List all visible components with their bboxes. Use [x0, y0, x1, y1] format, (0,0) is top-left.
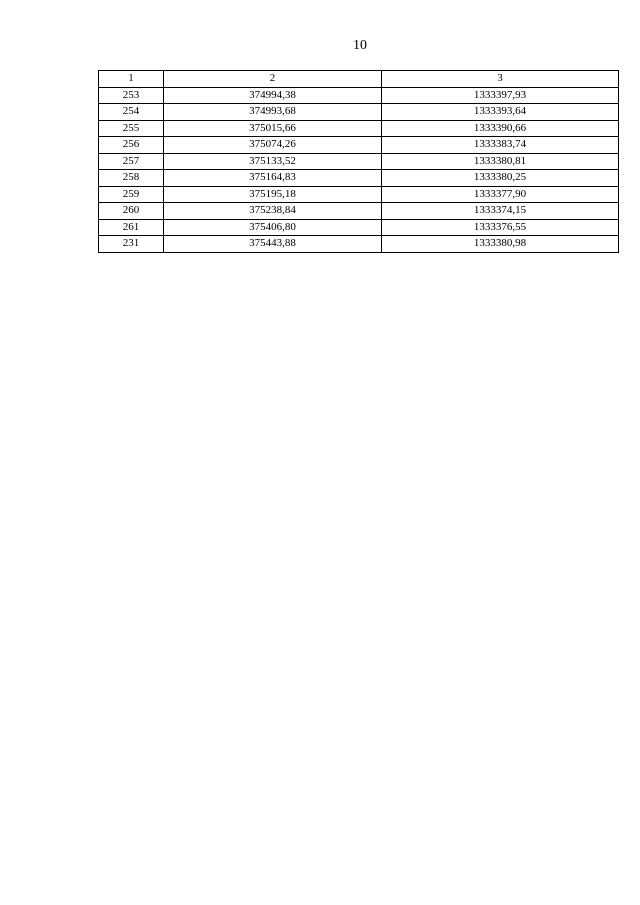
table-row	[99, 186, 619, 203]
point-number-cell: 258	[99, 170, 164, 187]
x-coordinate-cell: 375406,80	[164, 219, 382, 236]
point-number-cell: 259	[99, 186, 164, 203]
table-row	[99, 87, 619, 104]
y-coordinate-cell: 1333380,25	[382, 170, 619, 187]
x-coordinate-cell: 375133,52	[164, 153, 382, 170]
x-coordinate-cell: 375195,18	[164, 186, 382, 203]
table-row	[99, 137, 619, 154]
y-coordinate-cell: 1333393,64	[382, 104, 619, 121]
table-row	[99, 120, 619, 137]
point-number-cell: 256	[99, 137, 164, 154]
table-row	[99, 153, 619, 170]
y-coordinate-cell: 1333383,74	[382, 137, 619, 154]
table-row	[99, 236, 619, 253]
y-coordinate-cell: 1333380,81	[382, 153, 619, 170]
column-header-1: 1	[99, 71, 164, 88]
table-row	[99, 170, 619, 187]
point-number-cell: 231	[99, 236, 164, 253]
x-coordinate-cell: 375074,26	[164, 137, 382, 154]
table-row	[99, 219, 619, 236]
x-coordinate-cell: 374993,68	[164, 104, 382, 121]
y-coordinate-cell: 1333380,98	[382, 236, 619, 253]
y-coordinate-cell: 1333397,93	[382, 87, 619, 104]
x-coordinate-cell: 375015,66	[164, 120, 382, 137]
column-header-3: 3	[382, 71, 619, 88]
table-row	[99, 104, 619, 121]
x-coordinate-cell: 375164,83	[164, 170, 382, 187]
y-coordinate-cell: 1333376,55	[382, 219, 619, 236]
y-coordinate-cell: 1333377,90	[382, 186, 619, 203]
column-header-2: 2	[164, 71, 382, 88]
y-coordinate-cell: 1333374,15	[382, 203, 619, 220]
page-number: 10	[353, 38, 367, 53]
point-number-cell: 254	[99, 104, 164, 121]
coordinates-table	[98, 70, 619, 253]
x-coordinate-cell: 375443,88	[164, 236, 382, 253]
y-coordinate-cell: 1333390,66	[382, 120, 619, 137]
table-header-row	[99, 71, 619, 88]
point-number-cell: 261	[99, 219, 164, 236]
point-number-cell: 260	[99, 203, 164, 220]
x-coordinate-cell: 375238,84	[164, 203, 382, 220]
point-number-cell: 253	[99, 87, 164, 104]
table-row	[99, 203, 619, 220]
point-number-cell: 257	[99, 153, 164, 170]
x-coordinate-cell: 374994,38	[164, 87, 382, 104]
point-number-cell: 255	[99, 120, 164, 137]
